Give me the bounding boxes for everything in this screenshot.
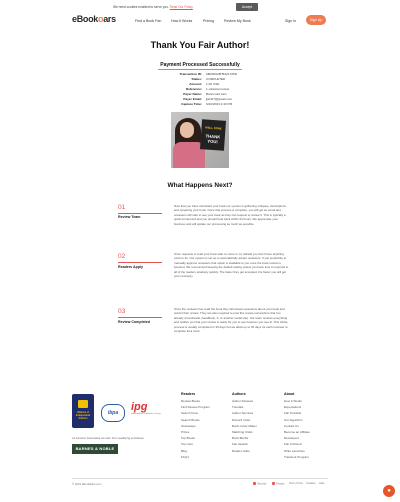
footer-link[interactable]: Review Books: [181, 399, 201, 403]
payment-title: Payment Processed Successfully: [160, 62, 240, 68]
footer-link[interactable]: Book Cover Maker: [232, 423, 257, 428]
footer-link[interactable]: Discord Invite: [232, 417, 251, 422]
step-name: Review Completed: [118, 320, 150, 324]
footer-link[interactable]: Author Reviews: [232, 399, 254, 403]
step-name: Readers Apply: [118, 265, 144, 269]
footer-link[interactable]: Tutorials: [232, 405, 244, 410]
footer-link[interactable]: Book Blurbs: [232, 436, 249, 441]
nav-review-my-book[interactable]: Review My Book: [224, 19, 251, 23]
footer-col-about: About How It Works Expectations Fair Possible Our Algorithm Contact Us Become an Affiliate Developers Fair Archived Write Launches Transient Program: [284, 392, 310, 459]
footer-bottom-link[interactable]: Security: [253, 482, 266, 485]
sign-up-button[interactable]: Sign Up: [306, 15, 326, 25]
footer-link[interactable]: FAQ's: [181, 454, 190, 459]
medal-icon: [78, 400, 88, 408]
copyright: © 2023 eBookZars.com: [72, 482, 102, 486]
amazon-associates-note: As Amazon Associates we earn from qualifying purchases.: [72, 436, 145, 440]
cookie-text: We need cookies enabled to serve you. Read Our Policy: [113, 5, 193, 9]
step-divider: [118, 213, 162, 214]
footer-bottom-link[interactable]: Help: [319, 482, 325, 485]
footer-link[interactable]: Transient Program: [284, 454, 309, 459]
footer-link[interactable]: Blog: [181, 448, 188, 453]
footer-bottom-link[interactable]: Privacy: [272, 482, 285, 485]
footer-bottom-link[interactable]: Term of Use: [289, 482, 303, 485]
footer-link[interactable]: Author Services: [232, 411, 254, 416]
footer-link[interactable]: Expectations: [284, 405, 302, 410]
footer-bottom-link[interactable]: Cookies: [306, 482, 316, 485]
ibpa-badge[interactable]: ibpa: [101, 404, 125, 422]
step-description: Now that you have submitted your book our system is gathering critiques, descriptions, and preparing your book. Once that process is complete, you will get an email and reviewers will start to see your book as they can request to review it. This is typically a quick turnaround and you should hear back within 24 hours. We appreciate your business and will update our processing as much as possible.: [174, 204, 287, 226]
footer-link[interactable]: Prizes: [181, 429, 190, 434]
cookie-banner: [0, 0, 400, 12]
step-number: 02: [118, 253, 126, 260]
step-description: Once the reviewer has read the book they will answer questions about your book and submit their review. They are also required to post this review somewhere that it is already (Goodreads, FaceBook, X, or another social site). Our team reviews everything and notifies you that your review is ready for you to see however you see fit. This whole process is usually completed in 30 days but we allow up to 45 days for each reviewer to complete their work.: [174, 307, 288, 334]
thank-you-card: [200, 119, 226, 151]
footer-link[interactable]: Fair Archived: [284, 442, 302, 447]
card-main-text: THANK YOU!: [205, 133, 221, 145]
nav-pricing[interactable]: Pricing: [203, 19, 214, 23]
site-logo[interactable]: eBookoars: [72, 14, 116, 24]
footer-link[interactable]: Fair Possible: [284, 411, 302, 416]
footer-link[interactable]: Search Books: [181, 417, 200, 422]
footer-link[interactable]: Fan Awards: [232, 442, 248, 447]
footer-link[interactable]: Reader Hubs: [232, 448, 250, 453]
ipg-badge[interactable]: ipg Independent Publishers Group: [131, 401, 161, 415]
payment-divider: [158, 69, 242, 70]
nav-how-it-works[interactable]: How It Works: [171, 19, 193, 23]
footer-link[interactable]: Top Lists: [181, 442, 193, 447]
sign-in-link[interactable]: Sign In: [285, 19, 297, 23]
footer-link[interactable]: Write Launches: [284, 448, 305, 453]
footer-link[interactable]: How It Works: [284, 399, 302, 403]
site-header: [0, 12, 400, 34]
thank-you-photo: [171, 112, 229, 168]
footer-link[interactable]: Giveaways: [181, 423, 196, 428]
footer-link[interactable]: Become an Affiliate: [284, 429, 310, 434]
page-title: Thank You Fair Author!: [150, 40, 250, 50]
footer-link[interactable]: Contact Us: [284, 423, 299, 428]
step-divider: [118, 262, 162, 263]
alliance-independent-authors-badge[interactable]: Alliance of Independent Authors: [72, 394, 94, 428]
footer-link[interactable]: Matching Clubs: [232, 429, 253, 434]
step-divider: [118, 317, 162, 318]
step-number: 03: [118, 308, 126, 315]
footer-col-authors: Authors Author Reviews Tutorials Author Services Discord Invite Book Cover Maker Matching Clubs Book Blurbs Fan Awards Reader Hubs: [232, 392, 257, 453]
footer-link[interactable]: Find Review Program: [181, 405, 210, 410]
footer-col-readers: Readers Review Books Find Review Program Search Fans Search Books Giveaways Prizes Top Books Top Lists Blog FAQ's: [181, 392, 210, 459]
step-description: Once requests to read your book start to come in, by default you don't have anything extra to do. Our system is set up to automatically accept reviewers. If you would like to manually approve reviewers that option is available to you once the book review is boosted. We recommend keeping the default setting unless you have time to respond to all of the readers relatively quickly. The faster they get accepted, the faster you will get your review(s).: [174, 252, 289, 279]
card-top-text: WELL DONE: [204, 125, 222, 131]
footer-link[interactable]: Search Fans: [181, 411, 199, 416]
footer-link[interactable]: Our Algorithm: [284, 417, 303, 422]
nav-find-book-fan[interactable]: Find a Book Fan: [135, 19, 162, 23]
chat-bubble-icon[interactable]: ●: [383, 485, 395, 497]
footer-link[interactable]: Top Books: [181, 436, 196, 441]
step-number: 01: [118, 204, 126, 211]
barnes-noble-badge[interactable]: BARNES & NOBLE: [72, 444, 118, 454]
step-name: Review Team: [118, 215, 141, 219]
cookie-accept-button[interactable]: Accept: [236, 3, 258, 11]
cookie-policy-link[interactable]: Read Our Policy: [169, 5, 193, 9]
what-happens-title: What Happens Next?: [167, 182, 233, 189]
footer-link[interactable]: Developers: [284, 436, 300, 441]
